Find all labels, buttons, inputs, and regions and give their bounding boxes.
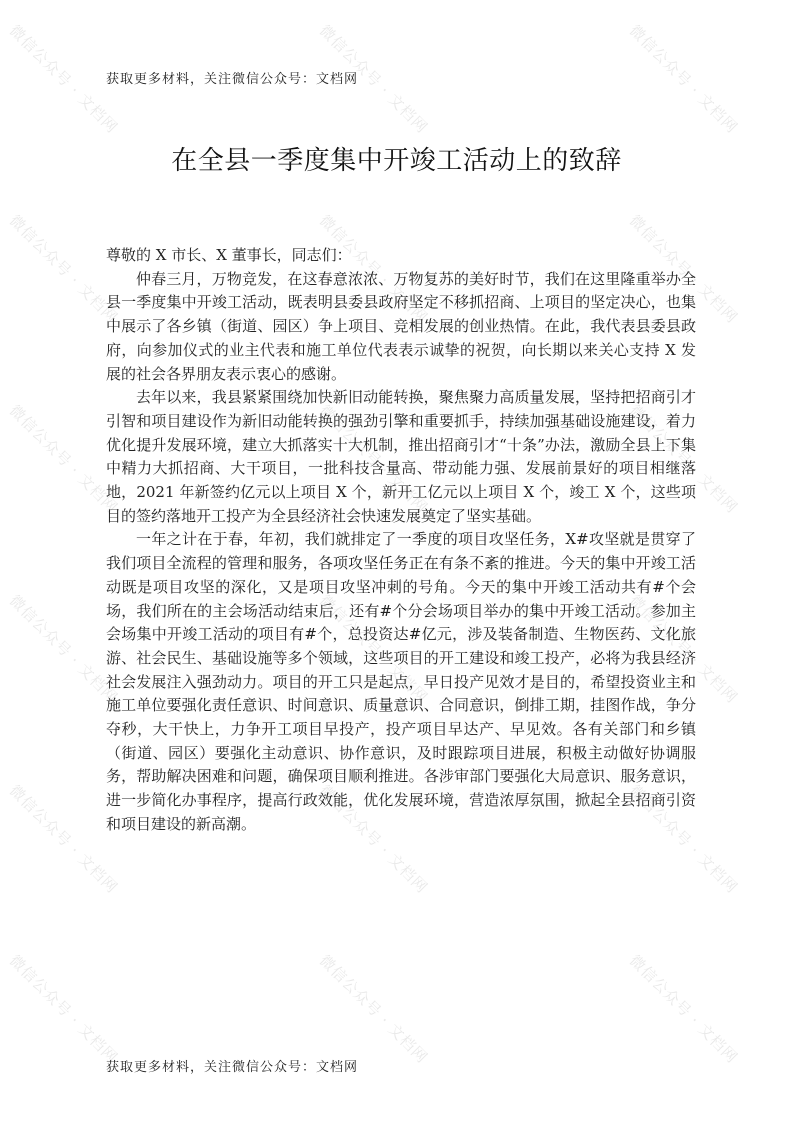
watermark: 微信公众号 · 文档网 — [315, 951, 432, 1067]
watermark: 微信公众号 · 文档网 — [315, 21, 432, 137]
header-note: 获取更多材料，关注微信公众号：文档网 — [106, 72, 359, 87]
salutation: 尊敬的 X 市长、X 董事长，同志们： — [106, 246, 352, 264]
watermark: 微信公众号 · 文档网 — [315, 781, 432, 897]
document-title: 在全县一季度集中开竣工活动上的致辞 — [171, 146, 622, 176]
watermark: 微信公众号 · 文档网 — [5, 401, 122, 517]
paragraph: 一年之计在于春，年初，我们就排定了一季度的项目攻坚任务，X#攻坚就是贯穿了我们项目全流程的管理和服务，各项攻坚任务正在有条不紊的推进。今天的集中开竣工活动既是项目攻坚的深化，又是项目攻坚冲刺的号角。今天的集中开竣工活动共有#个会场，我们所在的主会场活动结束后，还有#个分会场项目举办的集中开竣工活动。参加主会场集中开竣工活动的项目有#个，总投资达#亿元，涉及装备制造、生物医药、文化旅游、社会民生、基础设施等多个领域，这些项目的开工建设和竣工投产，必将为我县经济社会发展注入强劲动力。项目的开工只是起点，早日投产见效才是目的，希望投资业主和施工单位要强化责任意识、时间意识、质量意识、合同意识，倒排工期，挂图作战，争分夺秒，大干快上，力争开工项目早投产，投产项目早达产、早见效。各有关部门和乡镇（街道、园区）要强化主动意识、协作意识，及时跟踪项目进展，积极主动做好协调服务，帮助解决困难和问题，确保项目顺利推进。各涉审部门要强化大局意识、服务意识，进一步简化办事程序，提高行政效能，优化发展环境，营造浓厚氛围，掀起全县招商引资和项目建设的新高潮。 — [106, 530, 696, 833]
watermark: 微信公众号 · 文档网 — [5, 211, 122, 327]
document-body — [106, 244, 696, 837]
watermark: 微信公众号 · 文档网 — [625, 211, 742, 327]
watermark: 微信公众号 · 文档网 — [625, 591, 742, 707]
watermark: 微信公众号 · 文档网 — [5, 21, 122, 137]
watermark: 微信公众号 · 文档网 — [5, 781, 122, 897]
watermark: 微信公众号 · 文档网 — [625, 951, 742, 1067]
watermark: 微信公众号 · 文档网 — [315, 401, 432, 517]
watermark: 微信公众号 · 文档网 — [625, 781, 742, 897]
watermark: 微信公众号 · 文档网 — [625, 401, 742, 517]
watermark: 微信公众号 · 文档网 — [315, 591, 432, 707]
watermark: 微信公众号 · 文档网 — [315, 211, 432, 327]
paragraph: 去年以来，我县紧紧围绕加快新旧动能转换，聚焦聚力高质量发展，坚持把招商引才引智和项目建设作为新旧动能转换的强劲引擎和重要抓手，持续加强基础设施建设，着力优化提升发展环境，建立大抓落实十大机制，推出招商引才“十条”办法，激励全县上下集中精力大抓招商、大干项目，一批科技含量高、带动能力强、发展前景好的项目相继落地，2021 年新签约亿元以上项目 X 个，新开工亿元以上项目 X 个，竣工 X 个，这些项目的签约落地开工投产为全县经济社会快速发展奠定了坚实基础。 — [106, 388, 696, 525]
watermark: 微信公众号 · 文档网 — [625, 21, 742, 137]
paragraph: 仲春三月，万物竞发，在这春意浓浓、万物复苏的美好时节，我们在这里隆重举办全县一季度集中开竣工活动，既表明县委县政府坚定不移抓招商、上项目的坚定决心，也集中展示了各乡镇（街道、园区）争上项目、竞相发展的创业热情。在此，我代表县委县政府，向参加仪式的业主代表和施工单位代表表示诚挚的祝贺，向长期以来关心支持 X 发展的社会各界朋友表示衷心的感谢。 — [106, 269, 696, 383]
watermark: 微信公众号 · 文档网 — [5, 591, 122, 707]
footer-note: 获取更多材料，关注微信公众号：文档网 — [106, 1060, 359, 1075]
watermark: 微信公众号 · 文档网 — [5, 951, 122, 1067]
